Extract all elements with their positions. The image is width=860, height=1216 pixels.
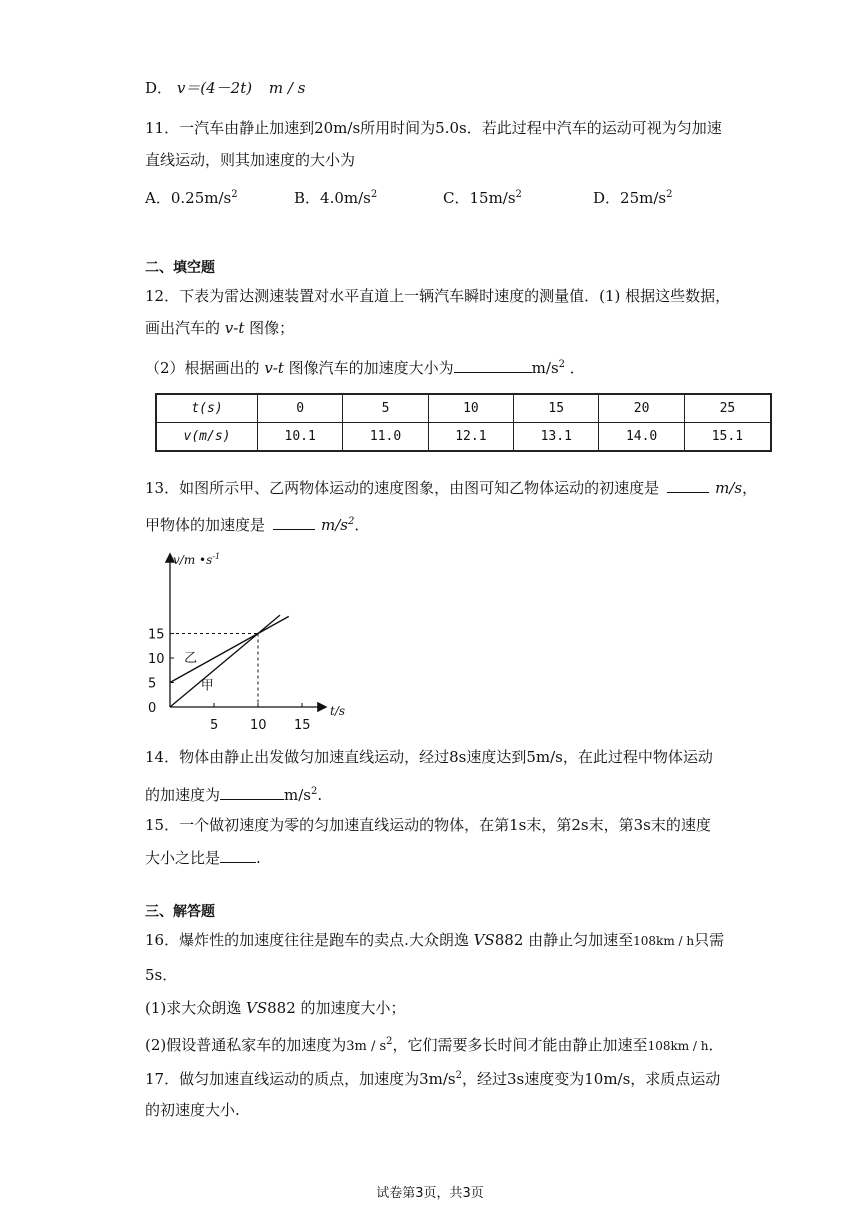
y-tick-label: 0 bbox=[148, 701, 157, 716]
x-tick-label: 10 bbox=[250, 718, 267, 733]
table-header-v: v(m/s) bbox=[156, 423, 258, 452]
velocity-table bbox=[155, 393, 772, 452]
answer-blank[interactable] bbox=[220, 785, 284, 800]
q11-line1: 11．一汽车由静止加速到20m/s所用时间为5.0s．若此过程中汽车的运动可视为匀加速 bbox=[145, 119, 722, 137]
table-cell: 14.0 bbox=[599, 423, 684, 452]
q16-line1: 16．爆炸性的加速度往往是跑车的卖点.大众朗逸 VS882 由静止匀加速至108km / h只需 bbox=[145, 931, 725, 949]
section-heading-fill-in: 二、填空题 bbox=[145, 260, 215, 276]
q16-line2: 5s． bbox=[145, 966, 178, 984]
q12-line3: （2）根据画出的 v-t 图像汽车的加速度大小为 $m/s^2$ ． bbox=[145, 359, 585, 377]
table-row bbox=[156, 394, 771, 423]
q10d-formula: v＝(4－2t) bbox=[176, 79, 253, 97]
y-tick-label: 15 bbox=[148, 627, 165, 643]
table-cell: 25 bbox=[684, 394, 771, 423]
q15-line1: 15．一个做初速度为零的匀加速直线运动的物体，在第1s末，第2s末，第3s末的速度 bbox=[145, 816, 711, 834]
q17-line2: 的初速度大小. bbox=[145, 1101, 240, 1119]
section-heading-solve: 三、解答题 bbox=[145, 904, 215, 920]
q12-line1: 12．下表为雷达测速装置对水平直道上一辆汽车瞬时速度的测量值．(1) 根据这些数据， bbox=[145, 287, 731, 305]
table-cell: 13.1 bbox=[514, 423, 599, 452]
x-axis-label: t/s bbox=[330, 704, 346, 718]
answer-blank[interactable] bbox=[667, 478, 709, 493]
series-label-yi: 乙 bbox=[184, 650, 198, 666]
answer-blank[interactable] bbox=[273, 515, 315, 530]
q14-line1: 14．物体由静止出发做匀加速直线运动，经过8s速度达到5m/s，在此过程中物体运动 bbox=[145, 748, 713, 766]
series-label-jia: 甲 bbox=[200, 678, 214, 694]
table-cell: 15.1 bbox=[684, 423, 771, 452]
table-cell: 12.1 bbox=[428, 423, 513, 452]
q11-line2: 直线运动，则其加速度的大小为 bbox=[145, 151, 356, 169]
answer-blank[interactable] bbox=[220, 848, 256, 863]
page-footer: 试卷第3页，共3页 bbox=[376, 1186, 484, 1201]
q15-line2: 大小之比是 . bbox=[145, 849, 261, 867]
table-cell: 10.1 bbox=[258, 423, 343, 452]
y-axis-label: v/m $•s^{-1}$ bbox=[173, 552, 221, 567]
q11-option-d: D．$25m/s^2$ bbox=[593, 189, 673, 207]
y-tick-label: 10 bbox=[148, 652, 165, 667]
q16-line3: (1)求大众朗逸 VS882 的加速度大小； bbox=[145, 999, 406, 1017]
table-cell: 5 bbox=[343, 394, 428, 423]
x-tick-label: 5 bbox=[210, 718, 219, 733]
table-cell: 11.0 bbox=[343, 423, 428, 452]
q16-line4: (2)假设普通私家车的加速度为$3m / s^2$，它们需要多长时间才能由静止加速至108km / h． bbox=[145, 1036, 724, 1054]
table-cell: 20 bbox=[599, 394, 684, 423]
velocity-time-chart bbox=[140, 545, 360, 740]
q11-option-a: A．$0.25m/s^2$ bbox=[145, 189, 238, 207]
q12-line2: 画出汽车的 v-t 图像； bbox=[145, 319, 295, 337]
q13-line1: 13．如图所示甲、乙两物体运动的速度图象，由图可知乙物体运动的初速度是 m/s， bbox=[145, 479, 758, 497]
q13-line2: 甲物体的加速度是 $m/s^2$． bbox=[145, 516, 370, 534]
q10d-unit: m / s bbox=[268, 79, 306, 97]
q14-line2: 的加速度为 $m/s^2$. bbox=[145, 786, 323, 804]
q11-option-c: C．$15m/s^2$ bbox=[443, 189, 522, 207]
answer-blank[interactable] bbox=[454, 358, 532, 373]
table-cell: 15 bbox=[514, 394, 599, 423]
x-tick-label: 15 bbox=[294, 718, 311, 733]
q11-option-b: B．$4.0m/s^2$ bbox=[294, 189, 378, 207]
y-tick-label: 5 bbox=[148, 676, 157, 692]
table-header-t: t(s) bbox=[156, 394, 258, 423]
series-line-yi bbox=[170, 616, 289, 682]
table-cell: 0 bbox=[258, 394, 343, 423]
table-row bbox=[156, 423, 771, 452]
table-cell: 10 bbox=[428, 394, 513, 423]
q17-line1: 17．做匀加速直线运动的质点，加速度为$3m/s^2$，经过3s速度变为10m/s，求质点运动 bbox=[145, 1070, 721, 1088]
q10-option-d: D． v＝(4－2t) m / s bbox=[145, 79, 306, 97]
